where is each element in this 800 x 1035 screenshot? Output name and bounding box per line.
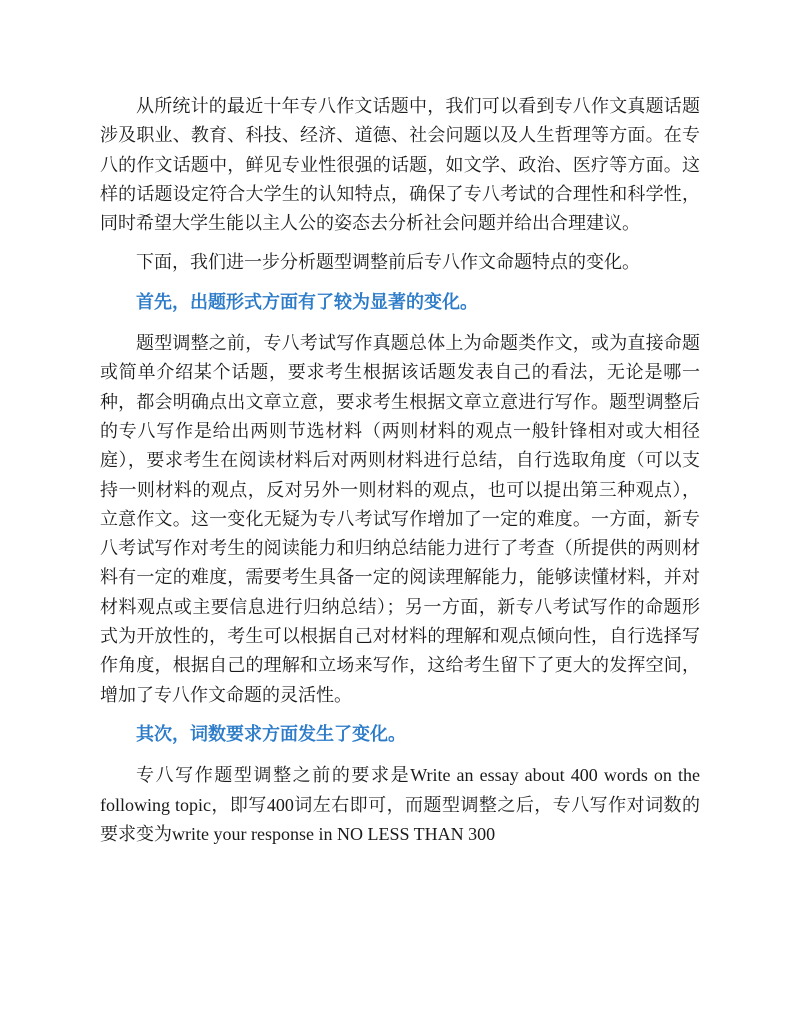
- paragraph-topics-overview: 从所统计的最近十年专八作文话题中，我们可以看到专八作文真题话题涉及职业、教育、科技、经济、道德、社会问题以及人生哲理等方面。在专八的作文话题中，鲜见专业性很强的话题，如文学、政治、医疗等方面。这样的话题设定符合大学生的认知特点，确保了专八考试的合理性和科学性，同时希望大学生能以主人公的姿态去分析社会问题并给出合理建议。: [100, 96, 700, 235]
- paragraph-word-count-change: [100, 761, 700, 849]
- section-heading-format-change: 首先，出题形式方面有了较为显著的变化。: [136, 291, 478, 313]
- text-segment: 词左右即可，而题型调整之后，专八写作对词数的要求变为: [100, 794, 700, 845]
- document-body: [100, 92, 700, 859]
- quoted-instruction-new: write your response in NO LESS THAN 300: [172, 823, 496, 844]
- quoted-instruction-old: Write an essay about 400 words on the following topic: [100, 765, 700, 815]
- paragraph-format-change: 题型调整之前，专八考试写作真题总体上为命题类作文，或为直接命题或简单介绍某个话题，要求考生根据该话题发表自己的看法，无论是哪一种，都会明确点出文章立意，要求考生根据文章立意进行写作。题型调整后的专八写作是给出两则节选材料（两则材料的观点一般针锋相对或大相径庭），要求考生在阅读材料后对两则材料进行总结，自行选取角度（可以支持一则材料的观点，反对另外一则材料的观点，也可以提出第三种观点），立意作文。这一变化无疑为专八考试写作增加了一定的难度。一方面，新专八考试写作对考生的阅读能力和归纳总结能力进行了考查（所提供的两则材料有一定的难度，需要考生具备一定的阅读理解能力，能够读懂材料，并对材料观点或主要信息进行归纳总结）；另一方面，新专八考试写作的命题形式为开放性的，考生可以根据自己对材料的理解和观点倾向性，自行选择写作角度，根据自己的理解和立场来写作，这给考生留下了更大的发挥空间，增加了专八作文命题的灵活性。: [100, 333, 700, 706]
- word-count-number: 400: [266, 794, 294, 815]
- text-segment: 专八写作题型调整之前的要求是: [136, 765, 411, 787]
- section-heading-word-count-change: 其次，词数要求方面发生了变化。: [136, 723, 406, 745]
- text-segment: ，即写: [210, 794, 267, 816]
- paragraph-analysis-intro: 下面，我们进一步分析题型调整前后专八作文命题特点的变化。: [136, 252, 640, 274]
